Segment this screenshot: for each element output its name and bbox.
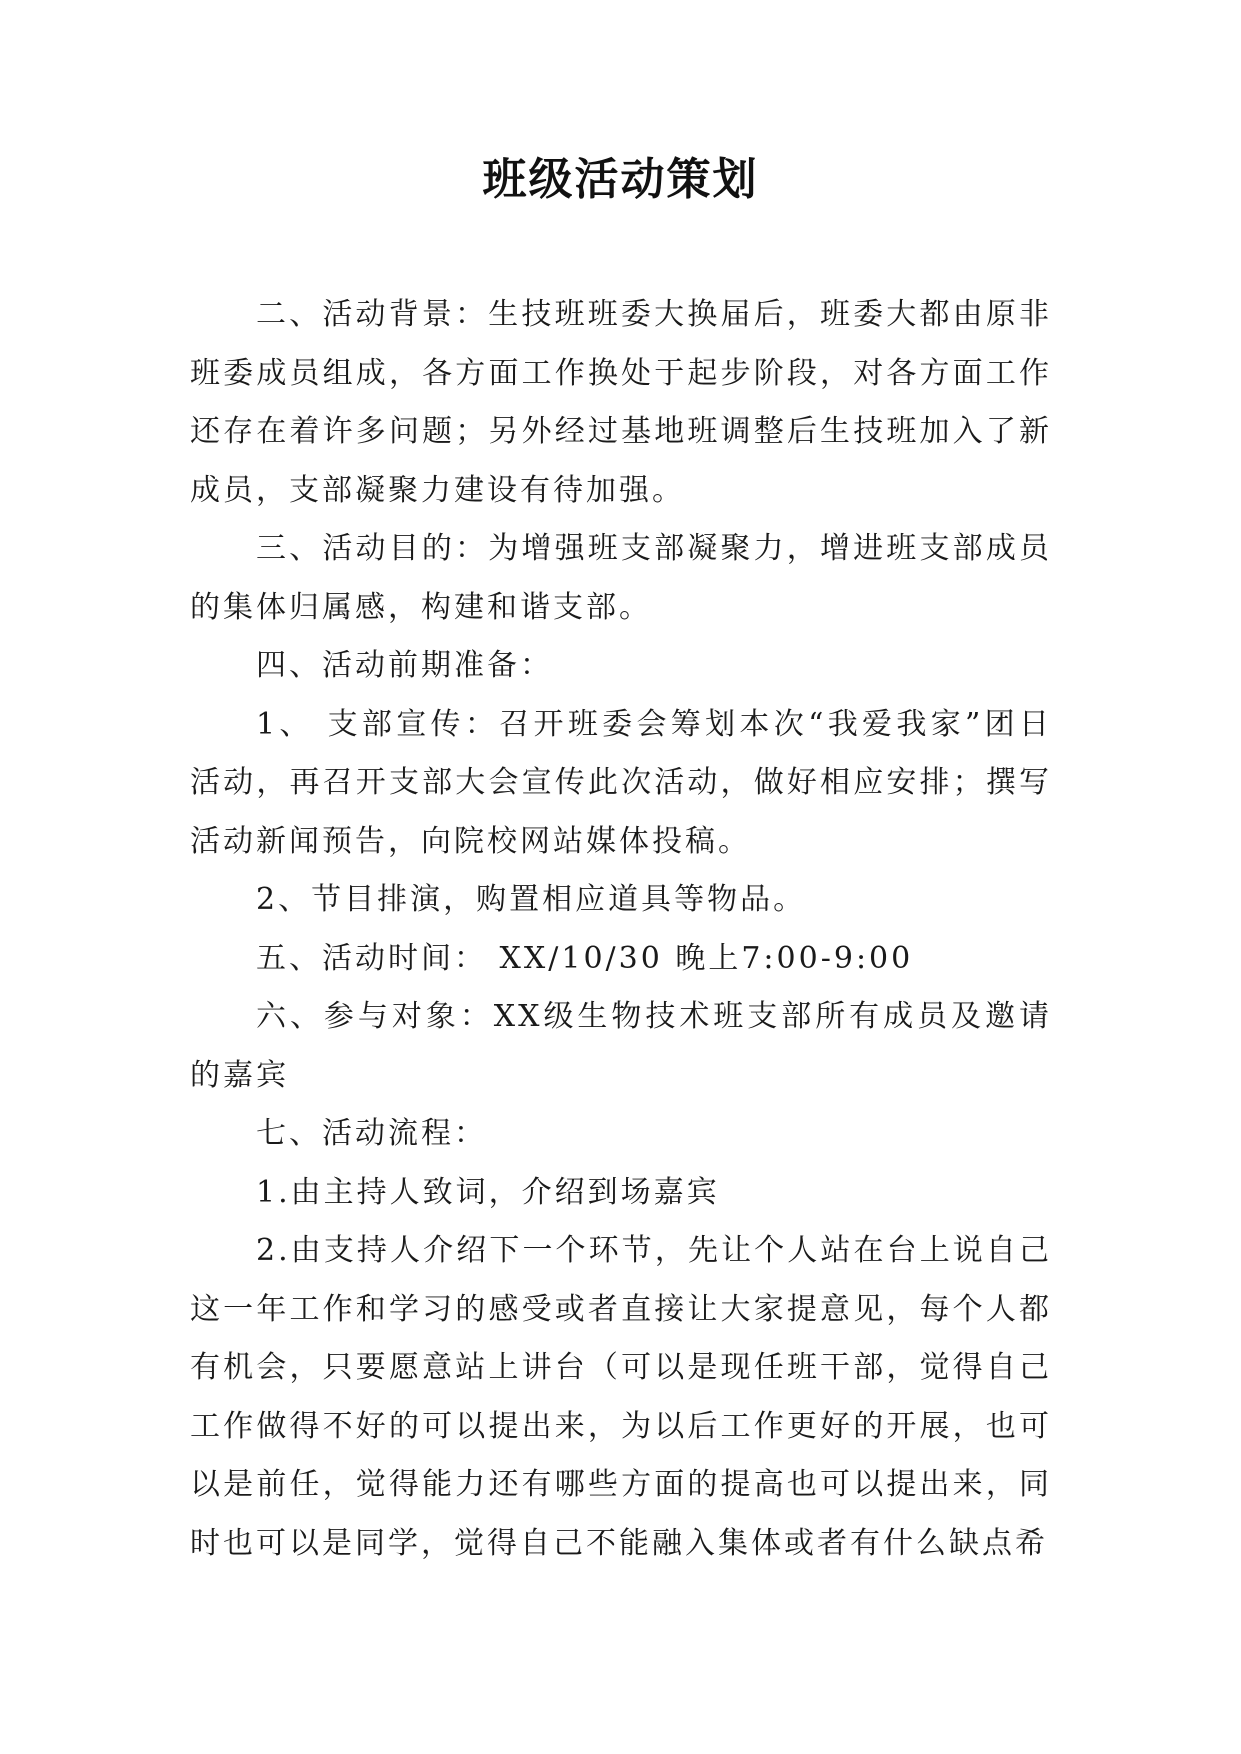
paragraph-preparation-heading: 四、活动前期准备： [256, 648, 553, 683]
paragraph-preparation-item-2: 2、节目排演，购置相应道具等物品。 [256, 882, 807, 917]
paragraph-process-step-2: 2.由支持人介绍下一个环节，先让个人站在台上说自己这一年工作和学习的感受或者直接让大家提意见，每个人都有机会，只要愿意站上讲台（可以是现任班干部，觉得自己工作做得不好的可以提出来，为以后工作更好的开展，也可以是前任，觉得能力还有哪些方面的提高也可以提出来，同时也可以是同学，觉得自己不能融入集体或者有什么缺点希 [190, 1233, 1052, 1561]
paragraph-preparation-item-1: 1、 支部宣传：召开班委会筹划本次“我爱我家”团日活动，再召开支部大会宣传此次活动，做好相应安排；撰写活动新闻预告，向院校网站媒体投稿。 [190, 706, 1052, 859]
document-body [190, 286, 1052, 1573]
paragraph-time: 五、活动时间： XX/10/30 晚上7:00-9:00 [256, 940, 914, 976]
paragraph-background: 二、活动背景：生技班班委大换届后，班委大都由原非班委成员组成，各方面工作换处于起步阶段，对各方面工作还存在着许多问题；另外经过基地班调整后生技班加入了新成员，支部凝聚力建设有待加强。 [190, 297, 1052, 508]
paragraph-process-step-1: 1.由主持人致词，介绍到场嘉宾 [256, 1174, 720, 1210]
document-title: 班级活动策划 [482, 154, 759, 205]
paragraph-purpose: 三、活动目的：为增强班支部凝聚力，增进班支部成员的集体归属感，构建和谐支部。 [190, 531, 1052, 625]
paragraph-process-heading: 七、活动流程： [256, 1116, 487, 1151]
paragraph-participants: 六、参与对象：XX级生物技术班支部所有成员及邀请的嘉宾 [190, 999, 1052, 1093]
